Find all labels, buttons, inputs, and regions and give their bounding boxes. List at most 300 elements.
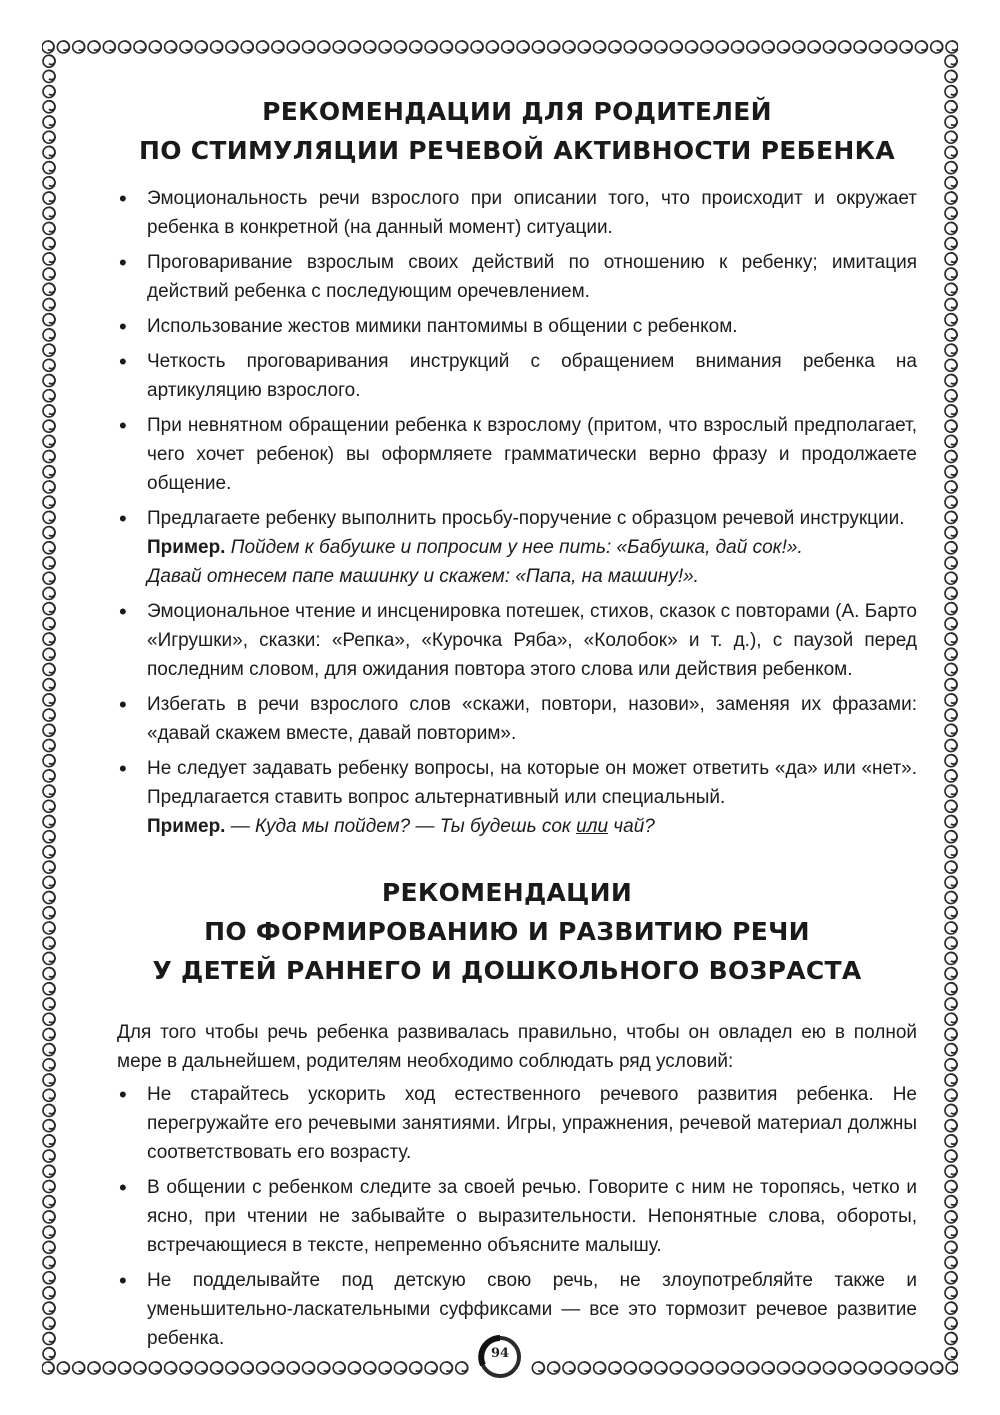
border-swirl-icon bbox=[195, 41, 207, 53]
border-swirl-icon bbox=[43, 907, 55, 919]
border-swirl-icon bbox=[762, 41, 774, 53]
border-swirl-icon bbox=[43, 770, 55, 782]
border-swirl-icon bbox=[563, 41, 575, 53]
list-item bbox=[117, 754, 917, 841]
border-swirl-icon bbox=[211, 41, 223, 53]
border-swirl-icon bbox=[43, 1257, 55, 1269]
border-swirl-icon bbox=[945, 542, 957, 554]
border-swirl-icon bbox=[180, 41, 192, 53]
border-swirl-icon bbox=[149, 1362, 161, 1374]
border-swirl-icon bbox=[869, 1362, 881, 1374]
list-item bbox=[117, 1080, 917, 1167]
border-swirl-icon bbox=[563, 1362, 575, 1374]
border-swirl-icon bbox=[945, 831, 957, 843]
border-swirl-icon bbox=[594, 41, 606, 53]
border-swirl-icon bbox=[42, 41, 54, 53]
border-swirl-icon bbox=[686, 1362, 698, 1374]
border-swirl-icon bbox=[43, 755, 55, 767]
border-swirl-icon bbox=[793, 41, 805, 53]
border-swirl-icon bbox=[945, 131, 957, 143]
border-swirl-icon bbox=[945, 1226, 957, 1238]
border-swirl-icon bbox=[532, 41, 544, 53]
border-swirl-icon bbox=[425, 41, 437, 53]
example-label: Пример. bbox=[147, 537, 226, 558]
border-swirl-icon bbox=[43, 618, 55, 630]
border-swirl-icon bbox=[57, 1362, 69, 1374]
example-text: Пойдем к бабушке и попросим у нее пить: «Бабушка, дай сок!». bbox=[230, 537, 803, 558]
list-item bbox=[117, 184, 917, 242]
border-swirl-icon bbox=[945, 283, 957, 295]
border-swirl-icon bbox=[43, 496, 55, 508]
border-swirl-icon bbox=[839, 1362, 851, 1374]
border-swirl-icon bbox=[43, 1196, 55, 1208]
border-swirl-icon bbox=[43, 952, 55, 964]
border-swirl-icon bbox=[43, 1302, 55, 1314]
border-swirl-icon bbox=[43, 116, 55, 128]
border-swirl-icon bbox=[945, 435, 957, 447]
border-swirl-icon bbox=[287, 41, 299, 53]
border-swirl-icon bbox=[43, 1348, 55, 1360]
border-swirl-icon bbox=[43, 177, 55, 189]
example-text: — Куда мы пойдем? — Ты будешь сок bbox=[230, 816, 577, 837]
border-swirl-icon bbox=[43, 1165, 55, 1177]
border-swirl-icon bbox=[915, 41, 927, 53]
border-swirl-icon bbox=[945, 648, 957, 660]
list-item bbox=[117, 248, 917, 306]
border-swirl-icon bbox=[945, 724, 957, 736]
border-swirl-icon bbox=[257, 41, 269, 53]
border-swirl-icon bbox=[548, 1362, 560, 1374]
border-swirl-icon bbox=[43, 1135, 55, 1147]
border-swirl-icon bbox=[808, 41, 820, 53]
border-swirl-icon bbox=[43, 192, 55, 204]
border-swirl-icon bbox=[43, 420, 55, 432]
border-swirl-icon bbox=[165, 41, 177, 53]
section1-title bbox=[97, 92, 937, 170]
border-swirl-icon bbox=[945, 511, 957, 523]
border-swirl-icon bbox=[532, 1362, 544, 1374]
border-swirl-icon bbox=[670, 41, 682, 53]
border-swirl-icon bbox=[43, 587, 55, 599]
border-swirl-icon bbox=[945, 557, 957, 569]
border-swirl-icon bbox=[609, 1362, 621, 1374]
border-swirl-icon bbox=[257, 1362, 269, 1374]
border-swirl-icon bbox=[43, 283, 55, 295]
border-swirl-icon bbox=[854, 41, 866, 53]
border-swirl-icon bbox=[43, 557, 55, 569]
border-swirl-icon bbox=[43, 876, 55, 888]
border-swirl-icon bbox=[43, 253, 55, 265]
border-swirl-icon bbox=[43, 572, 55, 584]
border-swirl-icon bbox=[43, 1211, 55, 1223]
border-swirl-icon bbox=[945, 1120, 957, 1132]
border-swirl-icon bbox=[945, 268, 957, 280]
border-swirl-icon bbox=[945, 892, 957, 904]
list-item bbox=[117, 1173, 917, 1260]
border-swirl-icon bbox=[73, 1362, 85, 1374]
border-swirl-icon bbox=[43, 481, 55, 493]
list-item-text: В общении с ребенком следите за своей речью. Говорите с ним не торопясь, четко и ясно, при чтении не забывайте о выразительности. Непонятные слова, обороты, встречающиеся в тексте, непременно объясните малышу. bbox=[147, 1177, 917, 1256]
border-swirl-icon bbox=[885, 1362, 897, 1374]
border-swirl-icon bbox=[43, 268, 55, 280]
border-swirl-icon bbox=[945, 146, 957, 158]
border-swirl-icon bbox=[456, 41, 468, 53]
border-swirl-icon bbox=[945, 998, 957, 1010]
border-swirl-icon bbox=[900, 41, 912, 53]
border-swirl-icon bbox=[931, 41, 943, 53]
page-number-text: 94 bbox=[490, 1346, 510, 1361]
border-swirl-icon bbox=[594, 1362, 606, 1374]
border-swirl-icon bbox=[945, 496, 957, 508]
section2-title bbox=[117, 873, 897, 990]
border-swirl-icon bbox=[43, 359, 55, 371]
border-swirl-icon bbox=[945, 466, 957, 478]
border-swirl-icon bbox=[364, 41, 376, 53]
border-swirl-icon bbox=[946, 1362, 958, 1374]
border-swirl-icon bbox=[180, 1362, 192, 1374]
border-swirl-icon bbox=[43, 816, 55, 828]
border-swirl-icon bbox=[945, 770, 957, 782]
border-swirl-icon bbox=[823, 41, 835, 53]
border-swirl-icon bbox=[43, 238, 55, 250]
border-swirl-icon bbox=[43, 451, 55, 463]
border-swirl-icon bbox=[42, 1362, 54, 1374]
border-swirl-icon bbox=[43, 207, 55, 219]
page-content bbox=[117, 92, 917, 1359]
border-swirl-icon bbox=[624, 1362, 636, 1374]
border-swirl-icon bbox=[945, 1181, 957, 1193]
border-swirl-icon bbox=[945, 1074, 957, 1086]
border-swirl-icon bbox=[43, 1013, 55, 1025]
border-swirl-icon bbox=[869, 41, 881, 53]
border-swirl-icon bbox=[945, 177, 957, 189]
border-swirl-icon bbox=[410, 1362, 422, 1374]
section1-title-line2: ПО СТИМУЛЯЦИИ РЕЧЕВОЙ АКТИВНОСТИ РЕБЕНКА bbox=[139, 136, 895, 165]
border-swirl-icon bbox=[945, 785, 957, 797]
border-swirl-icon bbox=[854, 1362, 866, 1374]
example-text-2: Давай отнесем папе машинку и скажем: «Папа, на машину!». bbox=[147, 566, 699, 587]
border-swirl-icon bbox=[945, 816, 957, 828]
border-swirl-icon bbox=[43, 390, 55, 402]
border-swirl-icon bbox=[43, 648, 55, 660]
border-swirl-icon bbox=[945, 740, 957, 752]
list-item bbox=[117, 504, 917, 591]
border-swirl-icon bbox=[43, 709, 55, 721]
border-swirl-icon bbox=[655, 41, 667, 53]
border-swirl-icon bbox=[945, 709, 957, 721]
border-swirl-icon bbox=[945, 253, 957, 265]
list-item-text: Четкость проговаривания инструкций с обращением внимания ребенка на артикуляцию взрослого. bbox=[147, 351, 917, 401]
list-item bbox=[117, 411, 917, 498]
border-swirl-icon bbox=[149, 41, 161, 53]
list-item bbox=[117, 347, 917, 405]
border-swirl-icon bbox=[945, 800, 957, 812]
border-swirl-icon bbox=[945, 1257, 957, 1269]
border-swirl-icon bbox=[945, 603, 957, 615]
example-underlined: или bbox=[576, 816, 609, 837]
page-number bbox=[478, 1335, 522, 1379]
border-swirl-icon bbox=[946, 41, 958, 53]
list-item-text: Эмоциональное чтение и инсценировка потешек, стихов, сказок с повторами (А. Барто «Игрушки», сказки: «Репка», «Курочка Ряба», «Колобок» и т. д.), с паузой перед последним словом, для ожидания повтора этого слова или действия ребенком. bbox=[147, 601, 917, 680]
border-swirl-icon bbox=[379, 41, 391, 53]
border-swirl-icon bbox=[747, 41, 759, 53]
border-swirl-icon bbox=[43, 86, 55, 98]
example-label: Пример. bbox=[147, 816, 226, 837]
border-swirl-icon bbox=[43, 1150, 55, 1162]
border-swirl-icon bbox=[915, 1362, 927, 1374]
border-swirl-icon bbox=[945, 238, 957, 250]
border-swirl-icon bbox=[440, 41, 452, 53]
border-swirl-icon bbox=[502, 41, 514, 53]
border-swirl-icon bbox=[43, 314, 55, 326]
border-swirl-icon bbox=[43, 405, 55, 417]
border-swirl-icon bbox=[945, 876, 957, 888]
border-swirl-icon bbox=[43, 998, 55, 1010]
border-swirl-icon bbox=[900, 1362, 912, 1374]
example-text-end: чай? bbox=[608, 816, 655, 837]
border-swirl-icon bbox=[945, 922, 957, 934]
border-swirl-icon bbox=[945, 299, 957, 311]
border-swirl-icon bbox=[945, 1165, 957, 1177]
border-swirl-icon bbox=[609, 41, 621, 53]
section2-intro bbox=[117, 1018, 917, 1076]
example-block bbox=[147, 533, 917, 591]
border-swirl-icon bbox=[318, 41, 330, 53]
border-swirl-icon bbox=[43, 694, 55, 706]
border-swirl-icon bbox=[716, 41, 728, 53]
border-swirl-icon bbox=[43, 162, 55, 174]
border-swirl-icon bbox=[333, 41, 345, 53]
border-swirl-icon bbox=[119, 41, 131, 53]
border-swirl-icon bbox=[43, 922, 55, 934]
border-swirl-icon bbox=[945, 192, 957, 204]
border-swirl-icon bbox=[43, 603, 55, 615]
border-swirl-icon bbox=[43, 800, 55, 812]
border-swirl-icon bbox=[43, 55, 55, 67]
list-item-text: Не старайтесь ускорить ход естественного речевого развития ребенка. Не перегружайте его речевыми занятиями. Игры, упражнения, речевой материал должны соответствовать его возрасту. bbox=[147, 1084, 917, 1163]
border-swirl-icon bbox=[348, 1362, 360, 1374]
border-swirl-icon bbox=[43, 146, 55, 158]
border-swirl-icon bbox=[318, 1362, 330, 1374]
border-swirl-icon bbox=[945, 679, 957, 691]
border-swirl-icon bbox=[57, 41, 69, 53]
border-swirl-icon bbox=[747, 1362, 759, 1374]
border-swirl-icon bbox=[945, 451, 957, 463]
example-block bbox=[147, 812, 917, 841]
border-swirl-icon bbox=[43, 1272, 55, 1284]
border-swirl-icon bbox=[43, 633, 55, 645]
border-swirl-icon bbox=[43, 375, 55, 387]
border-swirl-icon bbox=[43, 222, 55, 234]
border-swirl-icon bbox=[43, 1333, 55, 1345]
border-swirl-icon bbox=[302, 41, 314, 53]
list-item-text: Проговаривание взрослым своих действий по отношению к ребенку; имитация действий ребенка с последующим оречевлением. bbox=[147, 252, 917, 302]
border-swirl-icon bbox=[945, 1302, 957, 1314]
border-swirl-icon bbox=[808, 1362, 820, 1374]
border-swirl-icon bbox=[945, 663, 957, 675]
section1-list bbox=[117, 184, 917, 841]
border-swirl-icon bbox=[43, 542, 55, 554]
border-swirl-icon bbox=[945, 633, 957, 645]
border-swirl-icon bbox=[548, 41, 560, 53]
border-swirl-icon bbox=[379, 1362, 391, 1374]
border-swirl-icon bbox=[43, 1089, 55, 1101]
border-swirl-icon bbox=[348, 41, 360, 53]
border-swirl-icon bbox=[43, 937, 55, 949]
border-swirl-icon bbox=[731, 41, 743, 53]
border-swirl-icon bbox=[701, 1362, 713, 1374]
border-swirl-icon bbox=[272, 41, 284, 53]
border-swirl-icon bbox=[333, 1362, 345, 1374]
border-swirl-icon bbox=[43, 1028, 55, 1040]
border-swirl-icon bbox=[945, 1348, 957, 1360]
border-swirl-icon bbox=[43, 1241, 55, 1253]
border-swirl-icon bbox=[945, 1150, 957, 1162]
border-swirl-icon bbox=[364, 1362, 376, 1374]
border-swirl-icon bbox=[945, 207, 957, 219]
border-swirl-icon bbox=[945, 694, 957, 706]
border-swirl-icon bbox=[272, 1362, 284, 1374]
border-swirl-icon bbox=[945, 329, 957, 341]
border-swirl-icon bbox=[43, 724, 55, 736]
border-swirl-icon bbox=[945, 527, 957, 539]
border-swirl-icon bbox=[945, 101, 957, 113]
border-swirl-icon bbox=[945, 1089, 957, 1101]
border-swirl-icon bbox=[43, 435, 55, 447]
border-swirl-icon bbox=[241, 41, 253, 53]
border-swirl-icon bbox=[945, 983, 957, 995]
border-swirl-icon bbox=[425, 1362, 437, 1374]
border-swirl-icon bbox=[945, 1287, 957, 1299]
border-swirl-icon bbox=[945, 587, 957, 599]
border-swirl-icon bbox=[945, 1317, 957, 1329]
border-swirl-icon bbox=[945, 937, 957, 949]
border-swirl-icon bbox=[777, 41, 789, 53]
border-swirl-icon bbox=[43, 983, 55, 995]
border-swirl-icon bbox=[43, 299, 55, 311]
border-swirl-icon bbox=[394, 1362, 406, 1374]
border-swirl-icon bbox=[456, 1362, 468, 1374]
border-swirl-icon bbox=[134, 1362, 146, 1374]
border-swirl-icon bbox=[945, 572, 957, 584]
border-swirl-icon bbox=[471, 41, 483, 53]
list-item bbox=[117, 690, 917, 748]
border-swirl-icon bbox=[226, 41, 238, 53]
border-swirl-icon bbox=[195, 1362, 207, 1374]
border-swirl-icon bbox=[43, 740, 55, 752]
border-swirl-icon bbox=[226, 1362, 238, 1374]
border-swirl-icon bbox=[945, 861, 957, 873]
border-swirl-icon bbox=[103, 41, 115, 53]
section2-title-line3: У ДЕТЕЙ РАННЕГО И ДОШКОЛЬНОГО ВОЗРАСТА bbox=[152, 956, 862, 985]
border-swirl-icon bbox=[777, 1362, 789, 1374]
border-swirl-icon bbox=[410, 41, 422, 53]
border-swirl-icon bbox=[88, 1362, 100, 1374]
border-swirl-icon bbox=[823, 1362, 835, 1374]
border-swirl-icon bbox=[945, 1044, 957, 1056]
border-swirl-icon bbox=[945, 420, 957, 432]
border-swirl-icon bbox=[945, 846, 957, 858]
border-swirl-icon bbox=[945, 405, 957, 417]
border-swirl-icon bbox=[701, 41, 713, 53]
border-swirl-icon bbox=[716, 1362, 728, 1374]
border-swirl-icon bbox=[43, 1059, 55, 1071]
list-item-text: Эмоциональность речи взрослого при описании того, что происходит и окружает ребенка в конкретной (на данный момент) ситуации. bbox=[147, 188, 917, 238]
border-swirl-icon bbox=[394, 41, 406, 53]
border-swirl-icon bbox=[945, 86, 957, 98]
border-swirl-icon bbox=[73, 41, 85, 53]
border-swirl-icon bbox=[43, 344, 55, 356]
border-swirl-icon bbox=[945, 1013, 957, 1025]
border-swirl-icon bbox=[731, 1362, 743, 1374]
border-swirl-icon bbox=[43, 785, 55, 797]
border-swirl-icon bbox=[43, 861, 55, 873]
border-swirl-icon bbox=[486, 41, 498, 53]
border-swirl-icon bbox=[134, 41, 146, 53]
border-swirl-icon bbox=[945, 314, 957, 326]
border-swirl-icon bbox=[945, 1196, 957, 1208]
border-swirl-icon bbox=[945, 359, 957, 371]
border-swirl-icon bbox=[945, 1028, 957, 1040]
border-swirl-icon bbox=[945, 390, 957, 402]
border-swirl-icon bbox=[43, 846, 55, 858]
border-swirl-icon bbox=[839, 41, 851, 53]
border-swirl-icon bbox=[945, 1104, 957, 1116]
border-swirl-icon bbox=[103, 1362, 115, 1374]
border-swirl-icon bbox=[945, 162, 957, 174]
border-swirl-icon bbox=[43, 511, 55, 523]
border-swirl-icon bbox=[945, 618, 957, 630]
border-swirl-icon bbox=[43, 131, 55, 143]
border-swirl-icon bbox=[945, 70, 957, 82]
border-swirl-icon bbox=[945, 952, 957, 964]
list-item-text: При невнятном обращении ребенка к взрослому (притом, что взрослый предполагает, чего хочет ребенок) вы оформляете грамматически верно фразу и продолжаете общение. bbox=[147, 415, 917, 494]
section2-title-line1: РЕКОМЕНДАЦИИ bbox=[381, 878, 633, 907]
border-swirl-icon bbox=[43, 1104, 55, 1116]
border-swirl-icon bbox=[686, 41, 698, 53]
border-swirl-icon bbox=[885, 41, 897, 53]
border-swirl-icon bbox=[43, 831, 55, 843]
border-swirl-icon bbox=[440, 1362, 452, 1374]
border-swirl-icon bbox=[945, 1272, 957, 1284]
border-swirl-icon bbox=[945, 1333, 957, 1345]
list-item-text: Не подделывайте под детскую свою речь, не злоупотребляйте также и уменьшительно-ласкательными суффиксами — все это тормозит речевое развитие ребенка. bbox=[147, 1270, 917, 1349]
border-swirl-icon bbox=[578, 1362, 590, 1374]
border-swirl-icon bbox=[43, 1317, 55, 1329]
list-item-text: Избегать в речи взрослого слов «скажи, повтори, назови», заменяя их фразами: «давай скажем вместе, давай повторим». bbox=[147, 694, 917, 744]
border-swirl-icon bbox=[945, 375, 957, 387]
section1-title-line1: РЕКОМЕНДАЦИИ ДЛЯ РОДИТЕЛЕЙ bbox=[262, 97, 772, 126]
border-swirl-icon bbox=[945, 1241, 957, 1253]
border-swirl-icon bbox=[43, 329, 55, 341]
list-item-text: Использование жестов мимики пантомимы в общении с ребенком. bbox=[147, 316, 738, 337]
section2-list bbox=[117, 1080, 917, 1353]
border-swirl-icon bbox=[945, 755, 957, 767]
list-item-text: Не следует задавать ребенку вопросы, на которые он может ответить «да» или «нет». Предлагается ставить вопрос альтернативный или специальный. bbox=[147, 758, 917, 808]
border-swirl-icon bbox=[517, 41, 529, 53]
border-swirl-icon bbox=[43, 1287, 55, 1299]
border-swirl-icon bbox=[945, 1059, 957, 1071]
border-swirl-icon bbox=[43, 466, 55, 478]
border-swirl-icon bbox=[43, 1044, 55, 1056]
intro-text: Для того чтобы речь ребенка развивалась правильно, чтобы он овладел ею в полной мере в дальнейшем, родителям необходимо соблюдать ряд условий: bbox=[117, 1022, 917, 1072]
border-swirl-icon bbox=[670, 1362, 682, 1374]
border-swirl-icon bbox=[640, 1362, 652, 1374]
border-swirl-icon bbox=[43, 527, 55, 539]
border-swirl-icon bbox=[43, 663, 55, 675]
border-swirl-icon bbox=[287, 1362, 299, 1374]
border-swirl-icon bbox=[640, 41, 652, 53]
